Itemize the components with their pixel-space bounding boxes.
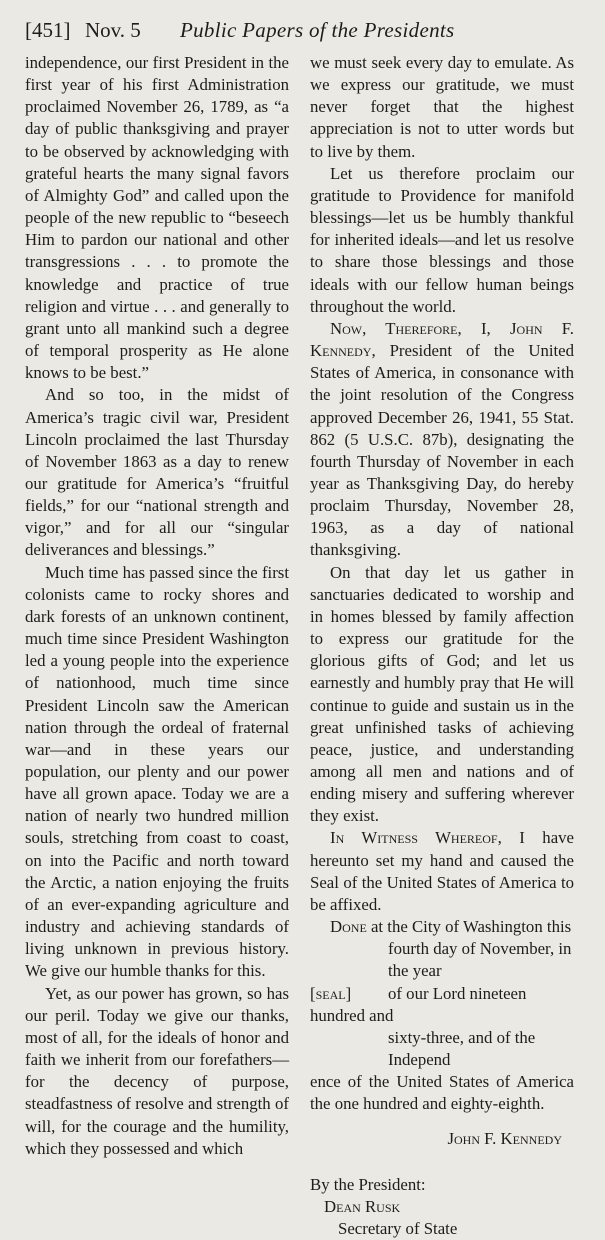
seal-label: [seal]: [310, 983, 352, 1003]
left-column: [25, 52, 289, 1160]
right-column: [310, 52, 574, 1240]
paragraph: we must seek every day to emulate. As we express our gratitude, we must never forget that the highest appreciation is not to utter words but to live by them.: [310, 53, 574, 161]
by-the-president: By the President:: [310, 1174, 426, 1194]
page-header: [25, 17, 590, 43]
section-number: [451]: [25, 18, 71, 42]
witness-paragraph: [310, 827, 574, 916]
done-line: ence of the United States of America the one hundred and eighty-eighth.: [310, 1072, 574, 1114]
in-witness-whereof: In Witness Whereof,: [330, 828, 502, 848]
paragraph: Much time has passed since the first colonists came to rocky shores and dark forests of an unknown continent, much time since President Washington led a young people into the experience of nationhood, much time since President Lincoln saw the American nation through the ordeal of fraternal war—and in these years our population, our plenty and our power have all grown apace. Today we are a nation of nearly two hundred million souls, stretching from coast to coast, on into the Pacific and north toward the Arctic, a nation enjoying the fruits of an ever-expanding agriculture and industry and achieving standards of living unknown in previous history. We give our humble thanks for this.: [25, 562, 289, 981]
secretary-name: Dean Rusk: [324, 1196, 401, 1216]
paragraph: And so too, in the midst of America’s tragic civil war, President Lincoln proclaimed the last Thursday of November 1863 as a day to renew our gratitude for America’s “fruitful fields,” for our “national strength and vigor,” and for all our “singular deliverances and blessings.”: [25, 385, 289, 560]
done-block: [310, 916, 574, 1115]
done-text: of our Lord nineteen hundred and: [310, 983, 527, 1025]
done-text: at the City of Washington this: [366, 917, 572, 937]
paragraph: Yet, as our power has grown, so has our peril. Today we give our thanks, most of all, for the ideals of honor and faith we inherit from our forefathers—for the decency of purpose, steadfastness of resolve and strength of will, for the courage and the humility, which they possessed and which: [25, 983, 289, 1158]
done-line: [310, 916, 574, 938]
witness-text: I have hereunto set my hand and caused the Seal of the United States of America to be affixed.: [310, 828, 574, 914]
proclamation-paragraph: [310, 318, 574, 562]
pronoun-text: I,: [461, 318, 511, 338]
done-line: sixty-three, and of the Independ: [388, 1027, 536, 1070]
attestation: [310, 1174, 574, 1240]
header-date: Nov. 5: [85, 18, 141, 42]
paragraph: On that day let us gather in sanctuaries dedicated to worship and in homes blessed by family affection to express our gratitude for the glorious gifts of God; and let us earnestly and humbly pray that He will continue to guide and sustain us in the great unfinished tasks of achieving peace, justice, and understanding among all men and nations and of ending misery and suffering wherever they exist.: [310, 562, 574, 826]
secretary-title: Secretary of State: [338, 1218, 458, 1238]
proclamation-text: President of the United States of America, in consonance with the joint resolution of the Congress approved December 26, 1941, 55 Stat. 862 (5 U.S.C. 87b), designating the fourth Thursday of November in each year as Thanksgiving Day, do hereby proclaim Thursday, November 28, 1963, as a day of national thanksgiving.: [310, 341, 574, 560]
done-line: [310, 983, 574, 1027]
running-title: Public Papers of the Presidents: [180, 18, 455, 42]
done-line: fourth day of November, in the year: [388, 939, 572, 981]
paragraph: Let us therefore proclaim our gratitude to Providence for manifold blessings—let us be humbly thankful for inherited ideals—and let us resolve to share those blessings and those ideals with our fellow human beings throughout the world.: [310, 163, 574, 316]
done-word: Done: [330, 917, 367, 937]
signature: John F. Kennedy: [447, 1128, 562, 1148]
now-therefore: Now, Therefore,: [330, 318, 462, 338]
president-name: John F. Kennedy,: [310, 318, 574, 361]
paragraph: independence, our first President in the first year of his first Administration proclaimed November 26, 1789, as “a day of public thanksgiving and prayer to be observed by acknowledging with grateful hearts the many signal favors of Almighty God” and called upon the people of the new republic to “beseech Him to pardon our national and other transgressions . . . to promote the knowledge and practice of true religion and virtue . . . and generally to grant unto all mankind such a degree of temporal prosperity as He alone knows to be best.”: [25, 53, 289, 383]
